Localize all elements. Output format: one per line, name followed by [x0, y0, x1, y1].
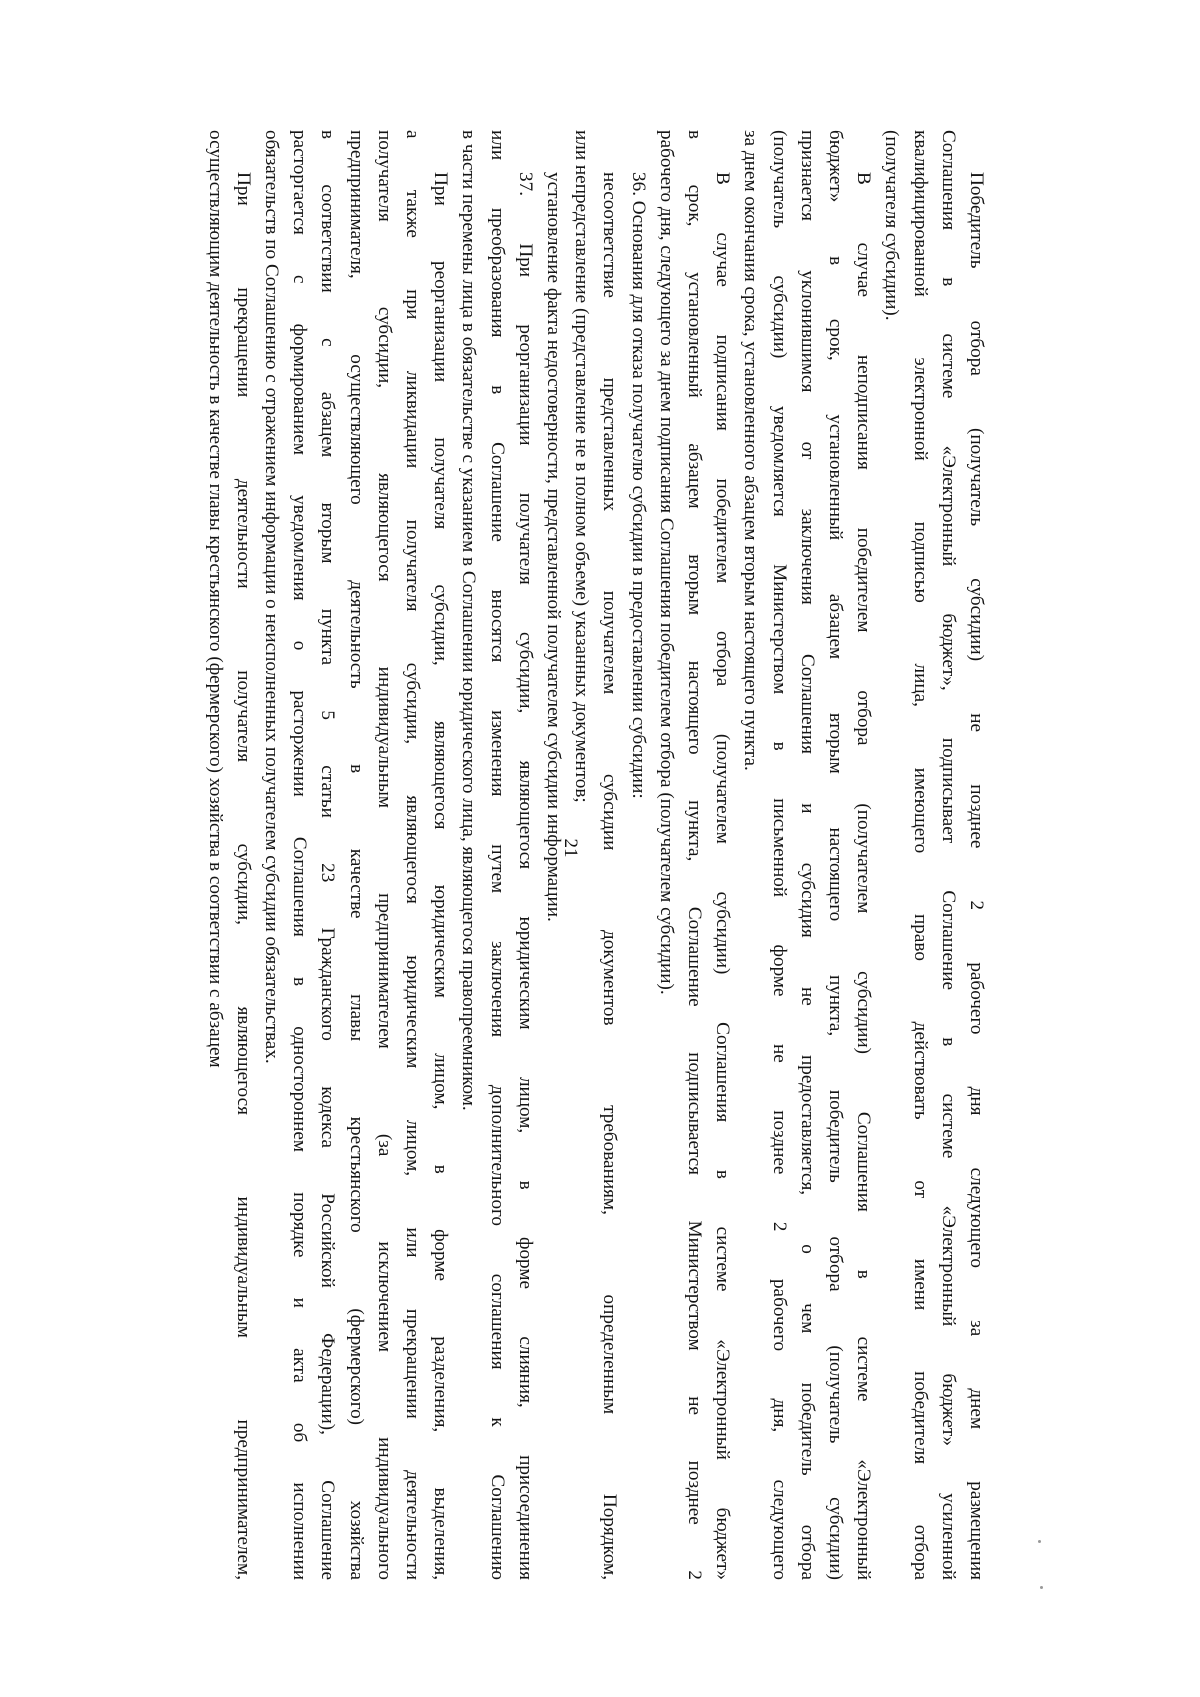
text-line: рабочего дня, следующего за днем подписания Соглашения победителем отбора (получателем субсидии). [655, 130, 677, 995]
text-line: осуществляющим деятельность в качестве главы крестьянского (фермерского) хозяйства в соответствии с абзацем [204, 130, 226, 1068]
text-line: в части перемены лица в обязательстве с указанием в Соглашении юридического лица, являющегося правопреемником. [458, 130, 480, 1111]
page-number: 21 [560, 838, 581, 858]
text-line: признается уклонившимся от заключения Соглашения и субсидия не предоставляется, о чем победитель отбора [796, 130, 818, 1580]
text-line: обязательств по Соглашению с отражением информации о неисполненных получателем субсидии обязательствах. [260, 130, 282, 1064]
document-body [190, 130, 990, 1580]
text-line: квалифицированной электронной подписью лица, имеющего право действовать от имени победителя отбора [909, 130, 931, 1580]
text-line: бюджет» в срок, установленный абзацем вторым настоящего пункта, победитель отбора (получатель субсидии) [824, 130, 846, 1580]
text-line: в срок, установленный абзацем вторым настоящего пункта, Соглашение подписывается Министерством не позднее 2 [683, 130, 705, 1580]
paragraph [454, 130, 539, 1580]
text-line: При реорганизации получателя субсидии, являющегося юридическим лицом, в форме разделения, выделения, [430, 172, 452, 1580]
text-line: В случае неподписания победителем отбора (получателем субсидии) Соглашения в системе «Электронный [853, 172, 875, 1580]
text-line: (получателя субсидии). [881, 130, 903, 321]
paragraph [877, 130, 990, 1580]
text-line: или преобразования в Соглашение вносятся изменения путем заключения дополнительного соглашения к Соглашению [486, 130, 508, 1580]
text-line: за днем окончания срока, установленного абзацем вторым настоящего пункта. [740, 130, 762, 771]
paragraph [623, 130, 651, 1580]
paragraph [567, 130, 623, 1580]
text-line: При прекращении деятельности получателя субсидии, являющегося индивидуальным предпринимателем, [232, 172, 254, 1580]
text-line: В случае подписания победителем отбора (получателем субсидии) Соглашения в системе «Электронный бюджет» [712, 172, 734, 1580]
text-line: (получатель субсидии) уведомляется Министерством в письменной форме не позднее 2 рабочего дня, следующего [768, 130, 790, 1580]
text-line: предпринимателя, осуществляющего деятельность в качестве главы крестьянского (фермерского) хозяйства [345, 130, 367, 1580]
text-line: или непредставление (представление не в полном объеме) указанных документов; [571, 130, 593, 803]
text-line: получателя субсидии, являющегося индивидуальным предпринимателем (за исключением индивидуального [373, 130, 395, 1580]
paragraph [736, 130, 877, 1580]
text-line: Соглашения в системе «Электронный бюджет», подписывает Соглашение в системе «Электронный бюджет» усиленной [937, 130, 959, 1580]
text-line: 36. Основания для отказа получателю субсидии в предоставлении субсидии: [627, 172, 649, 799]
text-line: установление факта недостоверности, представленной получателем субсидии информации. [542, 172, 564, 922]
text-line: а также при ликвидации получателя субсидии, являющегося юридическим лицом, или прекращении деятельности [401, 130, 423, 1580]
paragraph [652, 130, 737, 1580]
text-line: Победитель отбора (получатель субсидии) не позднее 2 рабочего дня следующего за днем размещения [966, 172, 987, 1580]
text-line: 37. При реорганизации получателя субсидии, являющегося юридическим лицом, в форме слияния, присоединения [514, 172, 536, 1580]
text-line: несоответствие представленных получателем субсидии документов требованиям, определенным Порядком, [599, 172, 621, 1580]
paragraph [539, 130, 567, 1580]
scan-speck [1040, 1586, 1043, 1589]
text-line: расторгается с формированием уведомления о расторжении Соглашения в одностороннем порядке и акта об исполнении [289, 130, 311, 1580]
paragraph [200, 130, 256, 1580]
paragraph [257, 130, 454, 1580]
scan-speck [1038, 1540, 1041, 1543]
text-line: в соответствии с абзацем вторым пункта 5 статьи 23 Гражданского кодекса Российской Федерации), Соглашение [317, 130, 339, 1580]
